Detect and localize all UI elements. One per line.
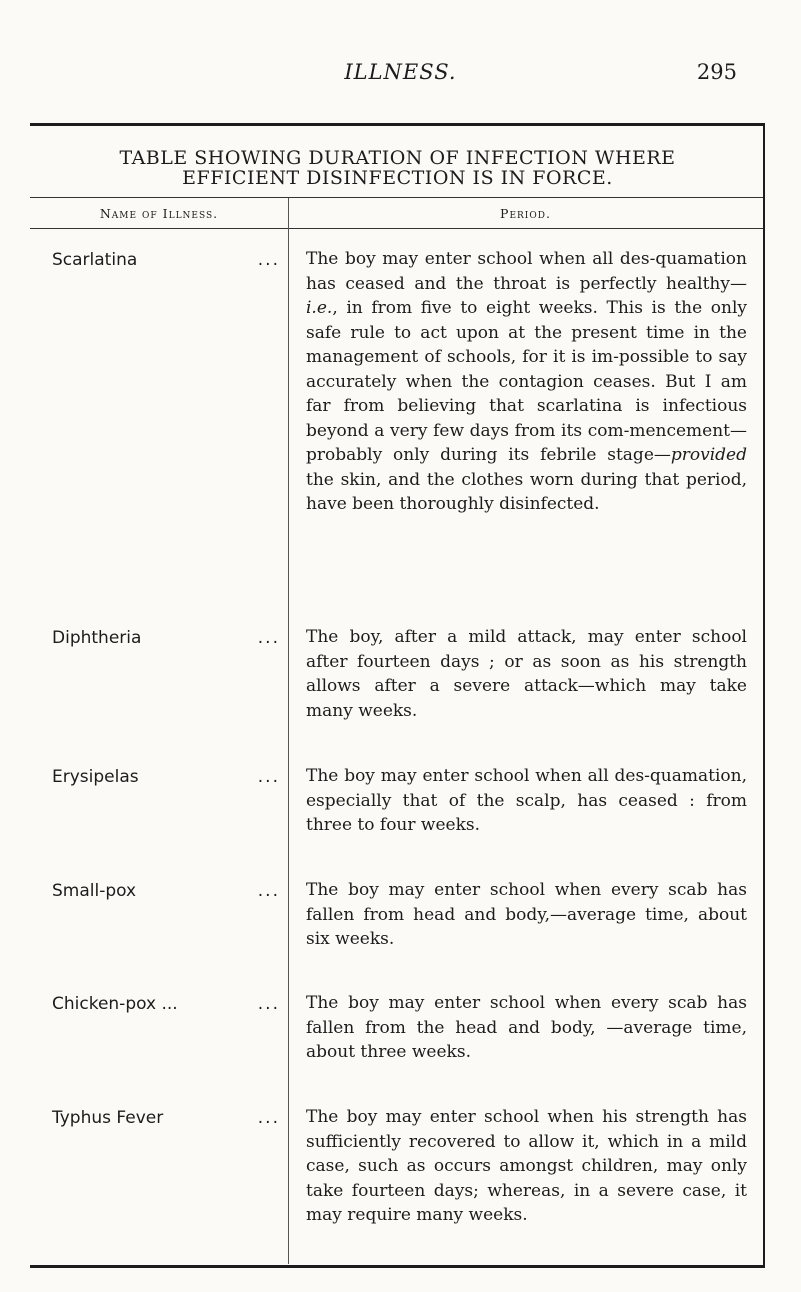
illness-label: Typhus Fever: [52, 1108, 164, 1128]
period-text: The boy may enter school when all des-quamation, especially that of the scalp, has ceased : from three to four weeks.: [306, 766, 747, 835]
illness-name: [52, 991, 280, 1018]
leader-dots: ...: [257, 628, 280, 648]
illness-name: [52, 1105, 280, 1132]
illness-label: Diphtheria: [52, 628, 142, 648]
running-title: ILLNESS.: [344, 60, 457, 84]
table-title: [30, 148, 765, 188]
header-rule: [30, 228, 763, 229]
period-text: The boy may enter school when every scab has fallen from the head and body, —average time, about three weeks.: [306, 993, 747, 1062]
period-text: The boy may enter school when every scab has fallen from head and body,—average time, about six weeks.: [306, 880, 747, 949]
illness-name: [52, 625, 280, 652]
period-text-emphasis: i.e.: [306, 298, 333, 318]
illness-name: [52, 878, 280, 905]
period-text-part: the skin, and the clothes worn during that period, have been thoroughly disinfected.: [306, 469, 747, 514]
leader-dots: ...: [257, 767, 280, 787]
leader-dots: ...: [257, 1108, 280, 1128]
period-text-part: The boy may enter school when all des-quamation has ceased and the throat is perfectly healthy—: [306, 249, 747, 294]
table-title-line-1: TABLE SHOWING DURATION OF INFECTION WHERE: [119, 147, 676, 169]
column-header-name: Name of Illness.: [99, 206, 219, 221]
column-header-period: Period.: [500, 206, 551, 221]
page-number: 295: [696, 60, 737, 84]
leader-dots: ...: [257, 250, 280, 270]
illness-label: Small-pox: [52, 881, 137, 901]
illness-name: [52, 764, 280, 791]
infection-duration-table: [30, 123, 765, 1268]
period-text-emphasis: provided: [670, 445, 747, 465]
period-text: [306, 247, 747, 517]
leader-dots: ...: [257, 994, 280, 1014]
table-title-line-2: EFFICIENT DISINFECTION IS IN FORCE.: [182, 167, 613, 189]
illness-name: [52, 247, 280, 274]
illness-label: Erysipelas: [52, 767, 139, 787]
illness-label: Chicken-pox ...: [52, 994, 178, 1014]
column-divider: [288, 198, 289, 1264]
running-head: [0, 60, 801, 90]
title-rule: [30, 197, 763, 198]
period-text: The boy may enter school when his strength has sufficiently recovered to allow it, which in a mild case, such as occurs amongst children, may only take fourteen days; whereas, in a severe case, it may require many weeks.: [306, 1107, 747, 1225]
leader-dots: ...: [257, 881, 280, 901]
period-text: The boy, after a mild attack, may enter school after fourteen days ; or as soon as his strength allows after a severe attack—which may take many weeks.: [306, 627, 747, 721]
illness-label: Scarlatina: [52, 250, 138, 270]
period-text-part: , in from five to eight weeks. This is the only safe rule to act upon at the present time in the management of schools, for it is im-possible to say accurately when the contagion ceases. But I am far from believing that scarlatina is infectious beyond a very few days from its com-mencement—probably only during its febrile stage—: [306, 298, 747, 465]
